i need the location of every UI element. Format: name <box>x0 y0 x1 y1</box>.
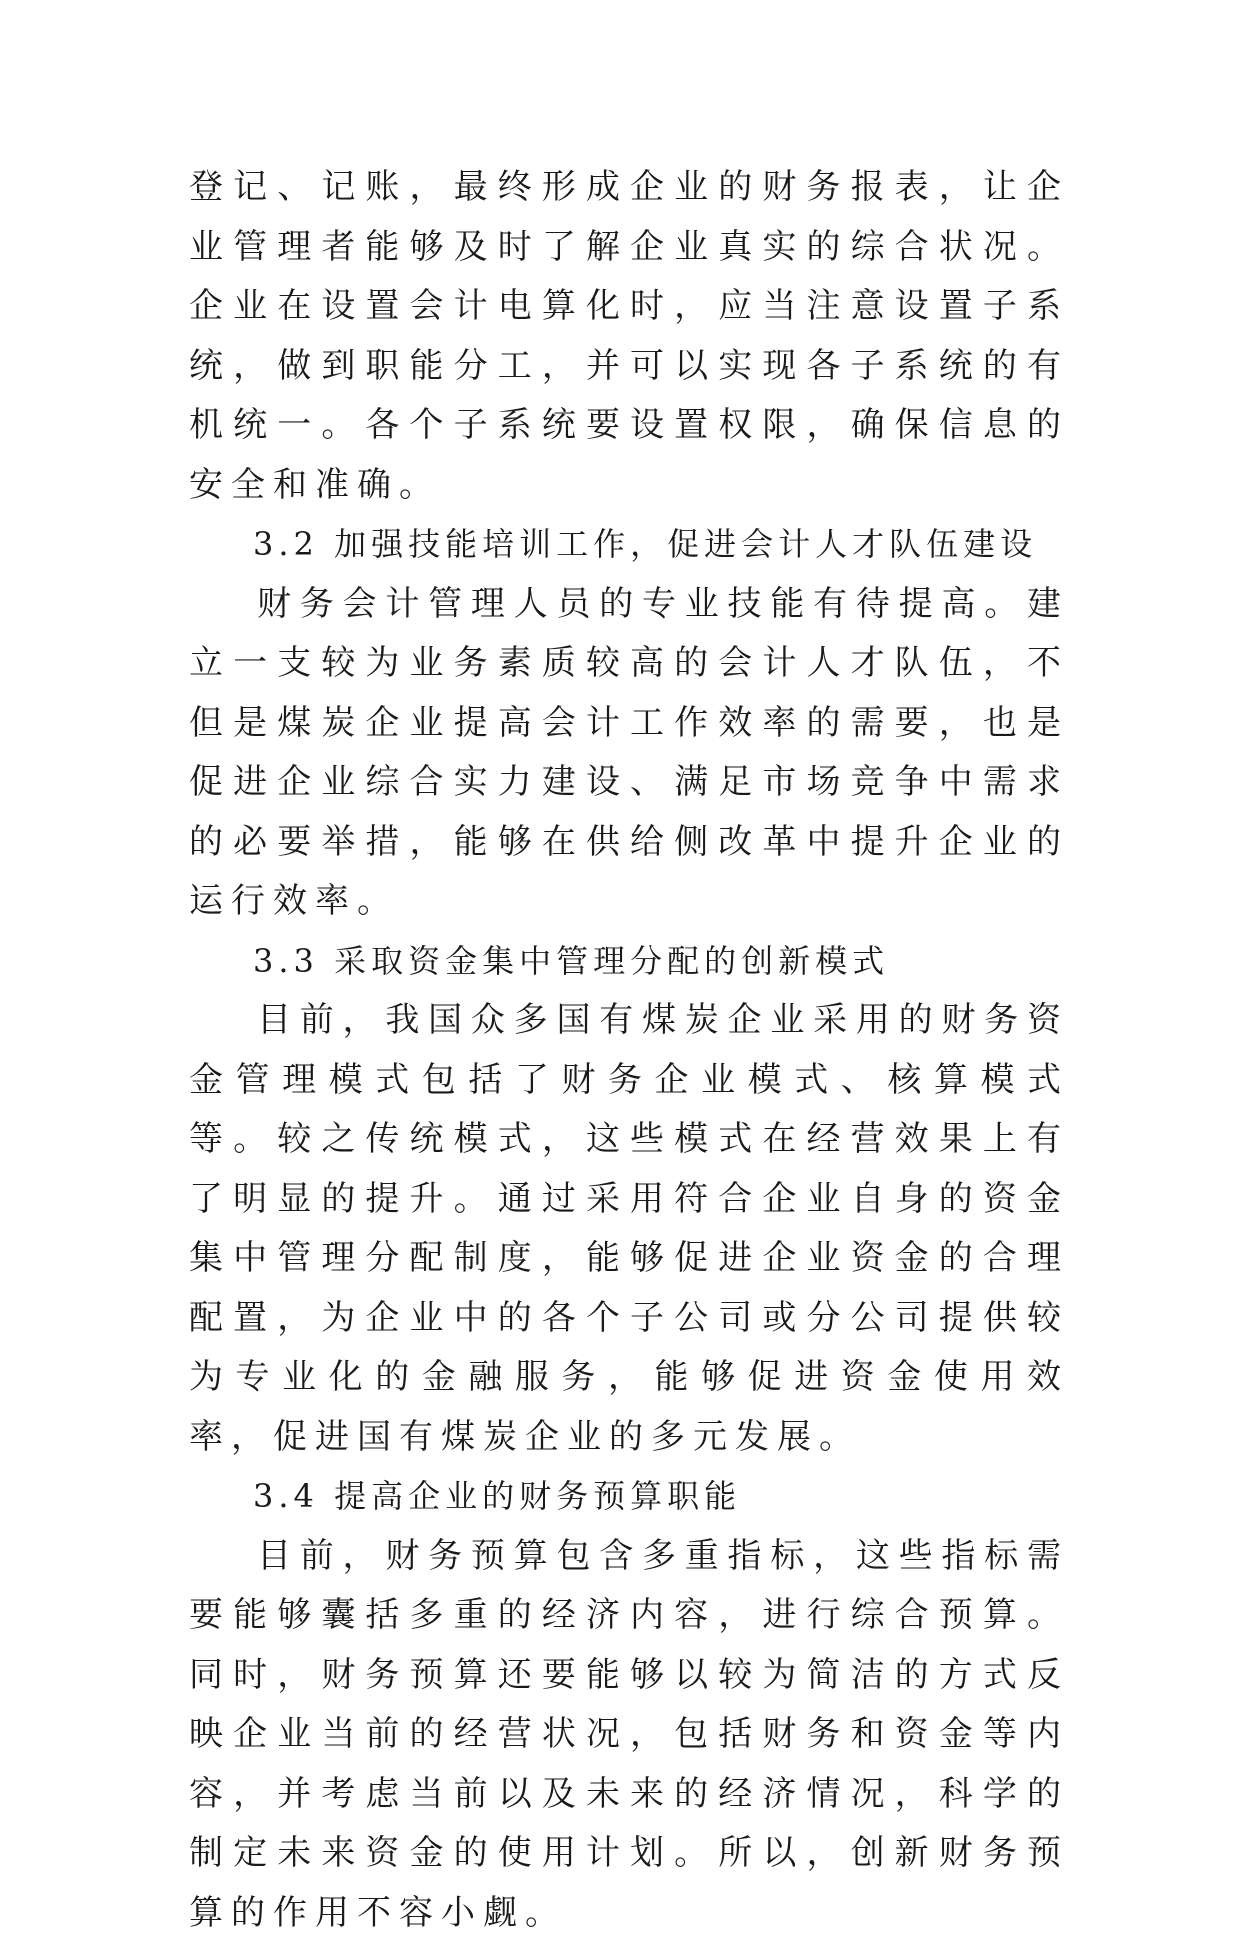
paragraph-continued: 登记、记账，最终形成企业的财务报表，让企业管理者能够及时了解企业真实的综合状况。企业在设置会计电算化时，应当注意设置子系统，做到职能分工，并可以实现各子系统的有机统一。各个子系统要设置权限，确保信息的安全和准确。 <box>189 158 1069 515</box>
paragraph-fund-management: 目前，我国众多国有煤炭企业采用的财务资金管理模式包括了财务企业模式、核算模式等。较之传统模式，这些模式在经营效果上有了明显的提升。通过采用符合企业自身的资金集中管理分配制度，能够促进企业资金的合理配置，为企业中的各个子公司或分公司提供较为专业化的金融服务，能够促进资金使用效率，促进国有煤炭企业的多元发展。 <box>189 991 1069 1467</box>
document-body <box>189 158 1069 1943</box>
section-heading-3-3: 3.3 采取资金集中管理分配的创新模式 <box>189 932 1069 992</box>
section-heading-3-2: 3.2 加强技能培训工作，促进会计人才队伍建设 <box>189 515 1069 575</box>
section-heading-3-4: 3.4 提高企业的财务预算职能 <box>189 1467 1069 1527</box>
paragraph-skills-training: 财务会计管理人员的专业技能有待提高。建立一支较为业务素质较高的会计人才队伍，不但是煤炭企业提高会计工作效率的需要，也是促进企业综合实力建设、满足市场竞争中需求的必要举措，能够在供给侧改革中提升企业的运行效率。 <box>189 575 1069 932</box>
paragraph-budget-function: 目前，财务预算包含多重指标，这些指标需要能够囊括多重的经济内容，进行综合预算。同时，财务预算还要能够以较为简洁的方式反映企业当前的经营状况，包括财务和资金等内容，并考虑当前以及未来的经济情况，科学的制定未来资金的使用计划。所以，创新财务预算的作用不容小觑。 <box>189 1527 1069 1943</box>
